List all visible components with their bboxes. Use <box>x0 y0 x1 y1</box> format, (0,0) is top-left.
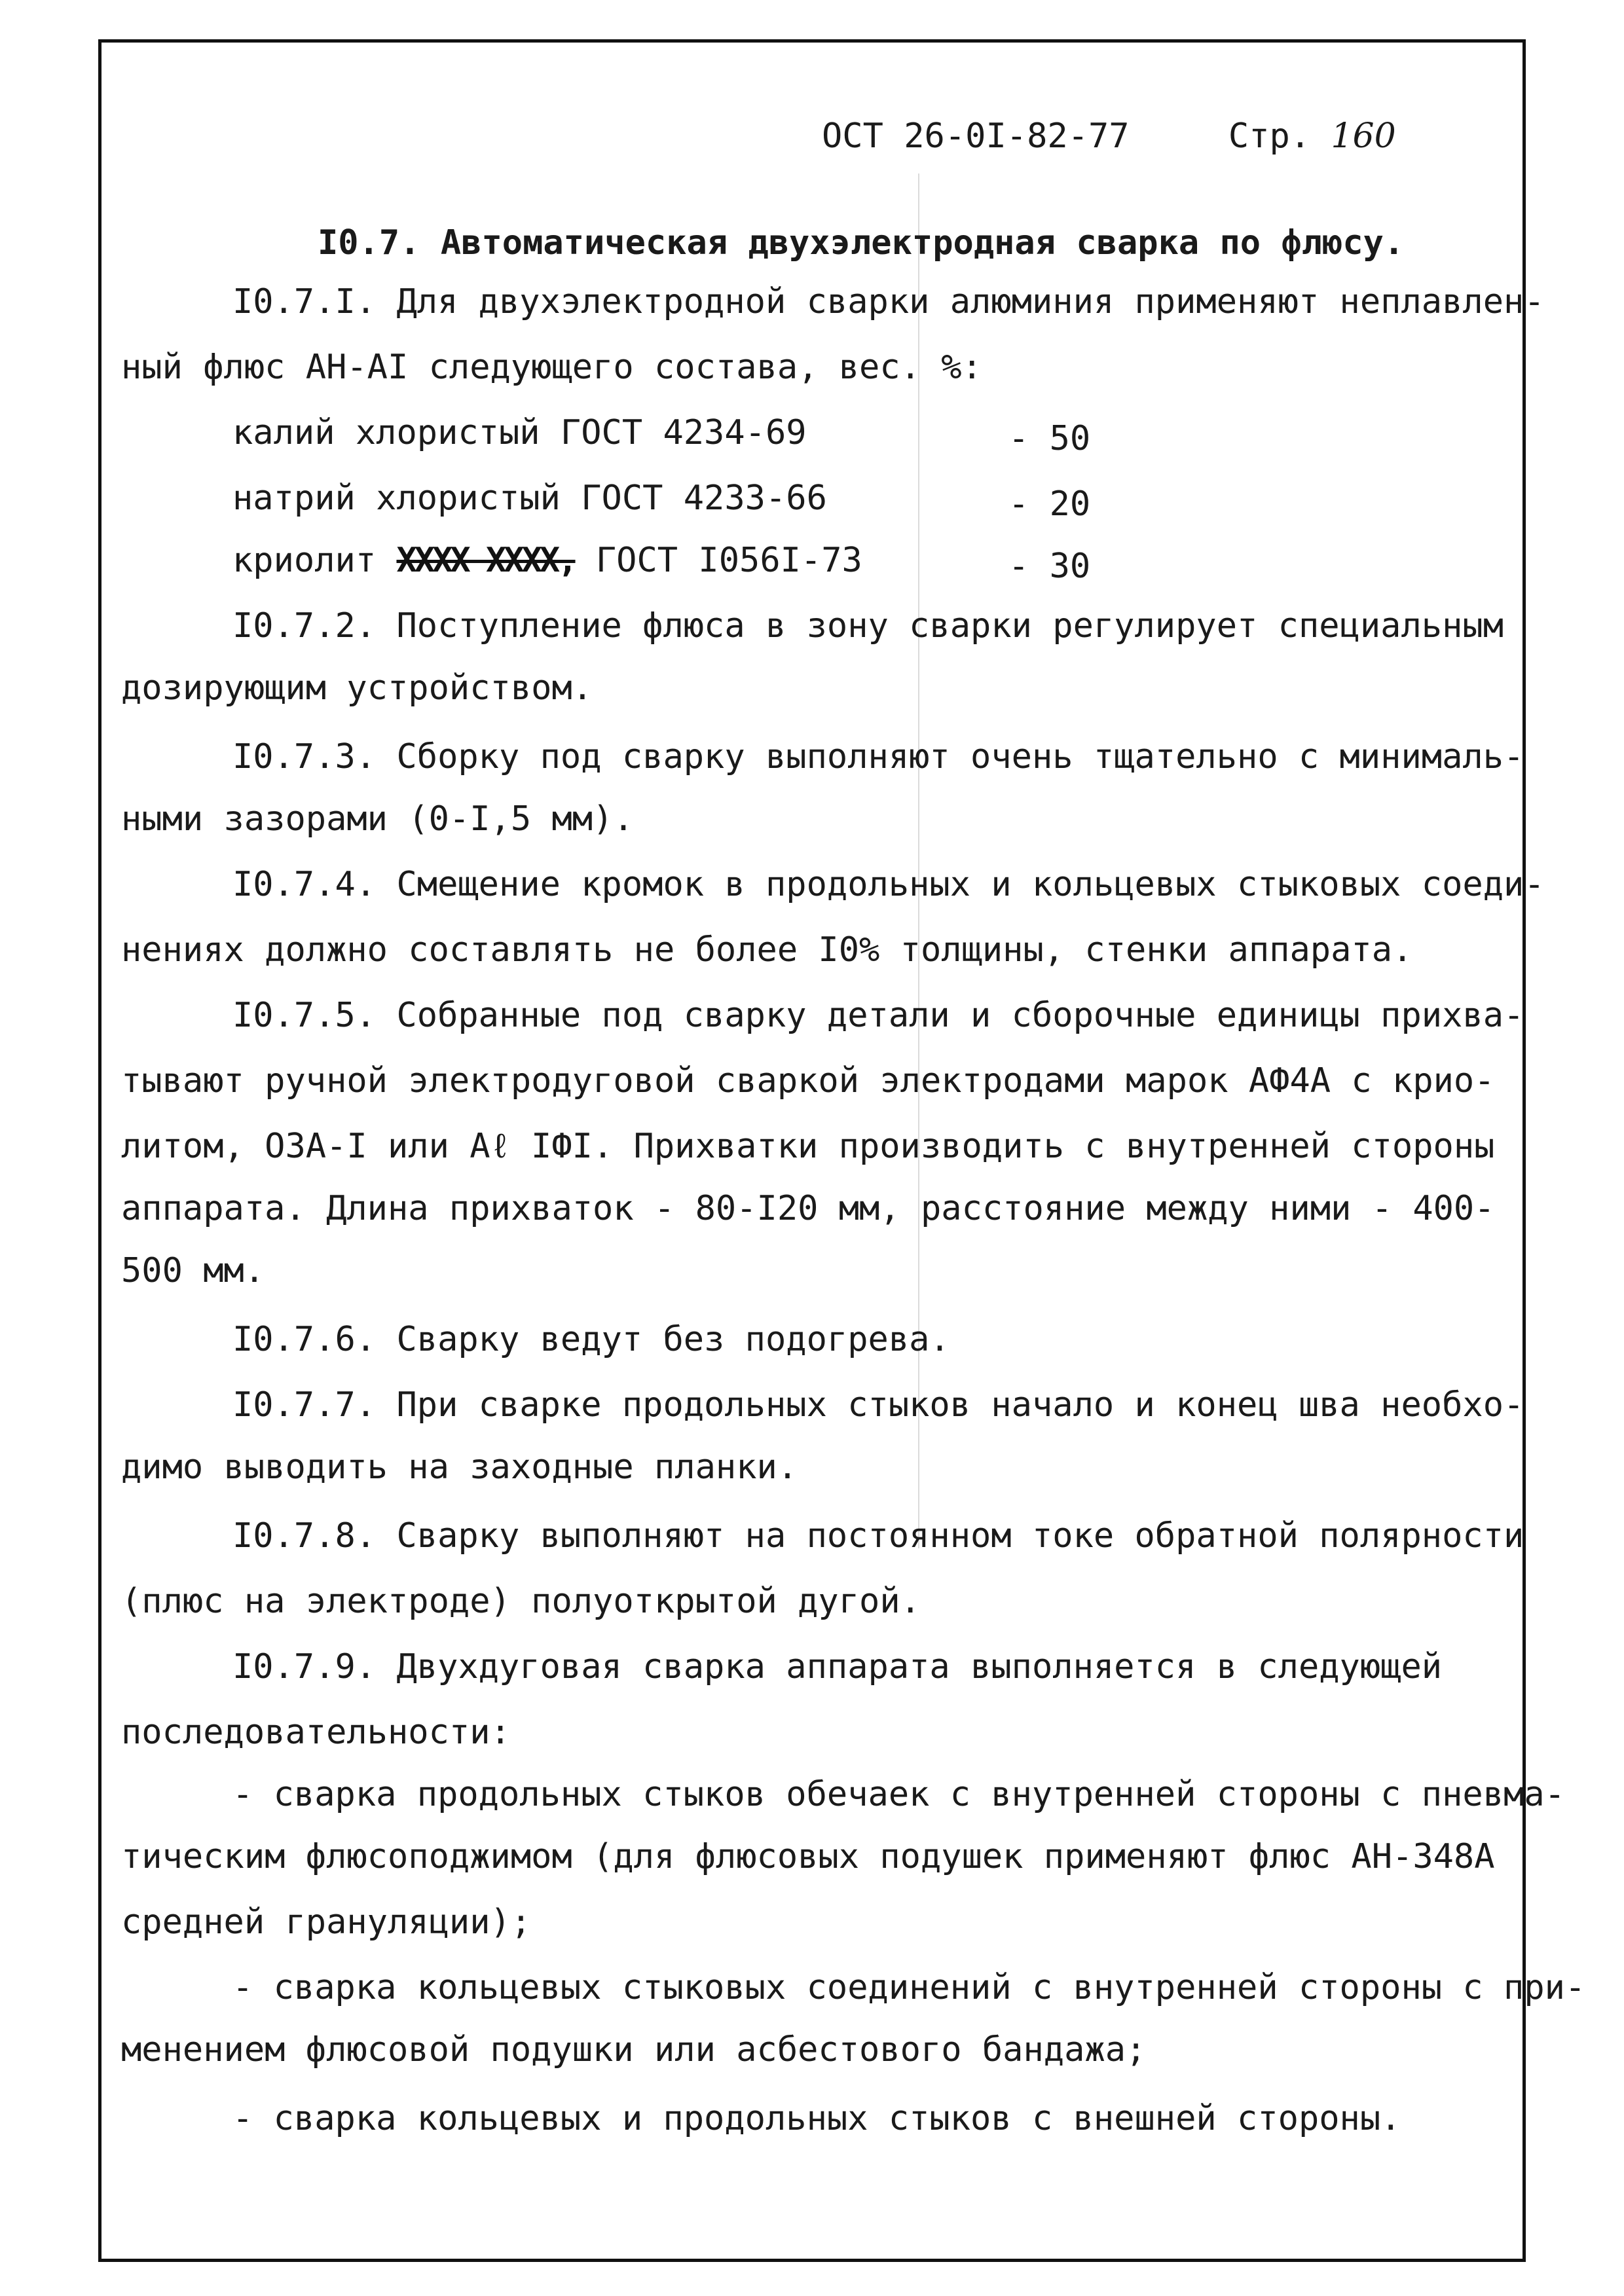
p2-line1: I0.7.2. Поступление флюса в зону сварки регулирует специальным <box>232 606 1504 646</box>
p9-line1: I0.7.9. Двухдуговая сварка аппарата выполняется в следующей <box>232 1647 1443 1686</box>
list-item-3-line1: - сварка кольцевых и продольных стыков с внешней стороны. <box>232 2099 1401 2138</box>
p4-line1: I0.7.4. Смещение кромок в продольных и кольцевых стыковых соеди- <box>232 865 1545 904</box>
list-item-1-line3: средней грануляции); <box>121 1903 532 1942</box>
p2-line2: дозирующим устройством. <box>121 668 593 708</box>
composition-value-3: - 30 <box>1008 547 1091 586</box>
p3-line1: I0.7.3. Сборку под сварку выполняют очень тщательно с минималь- <box>232 737 1524 776</box>
page-label: Стр. <box>1228 117 1311 156</box>
p1-line1: I0.7.I. Для двухэлектродной сварки алюминия применяют неплавлен- <box>232 282 1545 321</box>
p7-line1: I0.7.7. При сварке продольных стыков начало и конец шва необхо- <box>232 1385 1524 1425</box>
p3-line2: ными зазорами (0-I,5 мм). <box>121 799 634 839</box>
p8-line1: I0.7.8. Сварку выполняют на постоянном токе обратной полярности <box>232 1516 1524 1556</box>
composition-item-1: калий хлористый ГОСТ 4234-69 <box>232 413 807 452</box>
p7-line2: димо выводить на заходные планки. <box>121 1448 798 1487</box>
page-header <box>822 117 1396 156</box>
composition-item-3 <box>232 541 862 580</box>
list-item-1-line2: тическим флюсоподжимом (для флюсовых подушек применяют флюс АН-348А <box>121 1837 1495 1876</box>
p5-line1: I0.7.5. Собранные под сварку детали и сборочные единицы прихва- <box>232 996 1524 1035</box>
p5-line4: аппарата. Длина прихваток - 80-I20 мм, расстояние между ними - 400- <box>121 1189 1495 1228</box>
p4-line2: нениях должно составлять не более I0% толщины, стенки аппарата. <box>121 930 1413 970</box>
p8-line2: (плюс на электроде) полуоткрытой дугой. <box>121 1582 921 1621</box>
composition-item-2: натрий хлористый ГОСТ 4233-66 <box>232 479 827 518</box>
doc-code: ОСТ 26-0I-82-77 <box>822 117 1130 156</box>
p1-line2: ный флюс АН-АI следующего состава, вес. %: <box>121 348 982 387</box>
composition-value-2: - 20 <box>1008 484 1091 524</box>
section-title: I0.7. Автоматическая двухэлектродная сварка по флюсу. <box>318 223 1405 263</box>
crossed-out-text: ХХХХ ХХХХ, <box>396 541 576 580</box>
p5-line5: 500 мм. <box>121 1251 265 1290</box>
p5-line3: литом, ОЗА-I или Аℓ IФI. Прихватки производить с внутренней стороны <box>121 1127 1495 1166</box>
composition-value-1: - 50 <box>1008 419 1091 458</box>
p9-line2: последовательности: <box>121 1713 511 1752</box>
p5-line2: тывают ручной электродуговой сваркой электродами марок АФ4А с крио- <box>121 1061 1495 1101</box>
p6-line1: I0.7.6. Сварку ведут без подогрева. <box>232 1320 950 1359</box>
list-item-2-line2: менением флюсовой подушки или асбестового бандажа; <box>121 2030 1147 2069</box>
composition-item-3-name: криолит <box>232 541 377 580</box>
list-item-2-line1: - сварка кольцевых стыковых соединений с внутренней стороны с при- <box>232 1968 1586 2007</box>
page-number: 160 <box>1331 117 1396 156</box>
composition-item-3-standard: ГОСТ I056I-73 <box>595 541 862 580</box>
list-item-1-line1: - сварка продольных стыков обечаек с внутренней стороны с пневма- <box>232 1775 1565 1814</box>
